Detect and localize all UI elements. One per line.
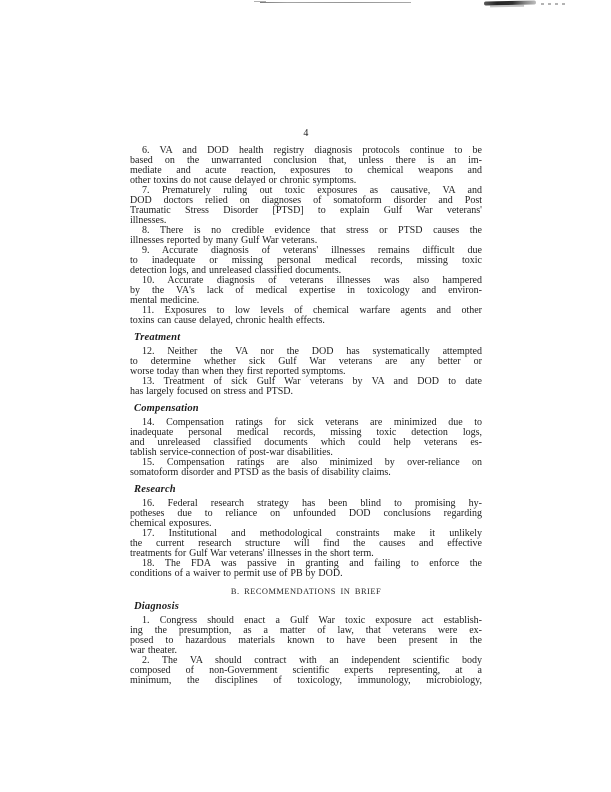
paragraph-6 [130, 146, 482, 186]
paragraph-11 [130, 306, 482, 326]
text-line: 6. VA and DOD health registry diagnosis protocols continue to be [142, 145, 482, 156]
paragraph-12 [130, 347, 482, 377]
text-line: 13. Treatment of sick Gulf War veterans by VA and DOD to date [142, 376, 482, 387]
text-line: composed of non-Government scientific experts representing, at a [130, 665, 482, 676]
text-column [130, 129, 482, 686]
text-line: by the VA's lack of medical expertise in toxicology and environ- [130, 285, 482, 296]
text-line: has largely focused on stress and PTSD. [130, 386, 294, 397]
text-line: chemical exposures. [130, 518, 212, 529]
text-line: mental medicine. [130, 295, 200, 306]
text-line: 14. Compensation ratings for sick veterans are minimized due to [142, 417, 482, 428]
recommendations-in-brief-heading: B. RECOMMENDATIONS IN BRIEF [230, 587, 382, 596]
text-line: toxins can cause delayed, chronic health effects. [130, 315, 325, 326]
text-line: based on the unwarranted conclusion that, unless there is an im- [130, 155, 482, 166]
text-line: to determine whether sick Gulf War veterans are any better or [130, 356, 482, 367]
paragraph-17 [130, 529, 482, 559]
text-line: ing the presumption, as a matter of law, that veterans were ex- [130, 625, 482, 636]
section-findings-continued [130, 146, 482, 326]
paragraph-18 [130, 559, 482, 579]
text-line: potheses due to reliance on unfounded DOD conclusions regarding [130, 508, 482, 519]
text-line: inadequate personal medical records, missing toxic detection logs, [130, 427, 482, 438]
section-treatment [130, 332, 482, 397]
text-line: 8. There is no credible evidence that stress or PTSD causes the [142, 225, 482, 236]
text-line: the current research structure will find the causes and effective [130, 538, 482, 549]
text-line: 7. Prematurely ruling out toxic exposures as causative, VA and [142, 185, 482, 196]
paragraph-1 [130, 616, 482, 656]
section-diagnosis [130, 601, 482, 686]
text-line: DOD doctors relied on diagnoses of somatoform disorder and Post [130, 195, 482, 206]
text-line: 9. Accurate diagnosis of veterans' illnesses remains difficult due [142, 245, 482, 256]
text-line: 10. Accurate diagnosis of veterans illnesses was also hampered [142, 275, 482, 286]
text-line: to inadequate or missing personal medical records, missing toxic [130, 255, 482, 266]
scan-artifact-smudge [484, 0, 536, 5]
text-line: minimum, the disciplines of toxicology, immunology, microbiology, [130, 675, 482, 686]
text-line: 17. Institutional and methodological constraints make it unlikely [142, 528, 482, 539]
text-line: posed to hazardous materials known to have been present in the [130, 635, 482, 646]
compensation-heading: Compensation [134, 403, 199, 414]
scan-artifact-dashes [541, 3, 565, 5]
text-line: other toxins do not cause delayed or chronic symptoms. [130, 175, 357, 186]
paragraph-2 [130, 656, 482, 686]
text-line: detection logs, and unreleased classified documents. [130, 265, 342, 276]
section-compensation [130, 403, 482, 478]
text-line: war theater. [130, 645, 178, 656]
paragraph-7 [130, 186, 482, 226]
text-line: illnesses reported by many Gulf War veterans. [130, 235, 318, 246]
text-line: tablish service-connection of post-war disabilities. [130, 447, 333, 458]
section-research [130, 484, 482, 579]
page-number: 4 [303, 128, 309, 139]
research-heading: Research [134, 484, 176, 495]
text-line: 12. Neither the VA nor the DOD has systematically attempted [142, 346, 482, 357]
text-line: mediate and acute reaction, exposures to chemical weapons and [130, 165, 482, 176]
text-line: 16. Federal research strategy has been blind to promising hy- [142, 498, 482, 509]
text-line: 15. Compensation ratings are also minimized by over-reliance on [142, 457, 482, 468]
text-line: and unreleased classified documents which could help veterans es- [130, 437, 482, 448]
paragraph-15 [130, 458, 482, 478]
scan-artifact-line [260, 2, 411, 3]
text-line: somatoform disorder and PTSD as the basis of disability claims. [130, 467, 391, 478]
text-line: 18. The FDA was passive in granting and failing to enforce the [142, 558, 482, 569]
text-line: treatments for Gulf War veterans' illnesses in the short term. [130, 548, 374, 559]
paragraph-9 [130, 246, 482, 276]
text-line: illnesses. [130, 215, 167, 226]
paragraph-13 [130, 377, 482, 397]
text-line: 1. Congress should enact a Gulf War toxic exposure act establish- [142, 615, 482, 626]
text-line: worse today than when they first reported symptoms. [130, 366, 346, 377]
paragraph-8 [130, 226, 482, 246]
text-line: conditions of a waiver to permit use of PB by DOD. [130, 568, 343, 579]
text-line: Traumatic Stress Disorder [PTSD] to explain Gulf War veterans' [130, 205, 482, 216]
treatment-heading: Treatment [134, 332, 181, 343]
paragraph-16 [130, 499, 482, 529]
paragraph-10 [130, 276, 482, 306]
paragraph-14 [130, 418, 482, 458]
text-line: 11. Exposures to low levels of chemical warfare agents and other [142, 305, 482, 316]
diagnosis-heading: Diagnosis [134, 601, 179, 612]
text-line: 2. The VA should contract with an independent scientific body [142, 655, 482, 666]
